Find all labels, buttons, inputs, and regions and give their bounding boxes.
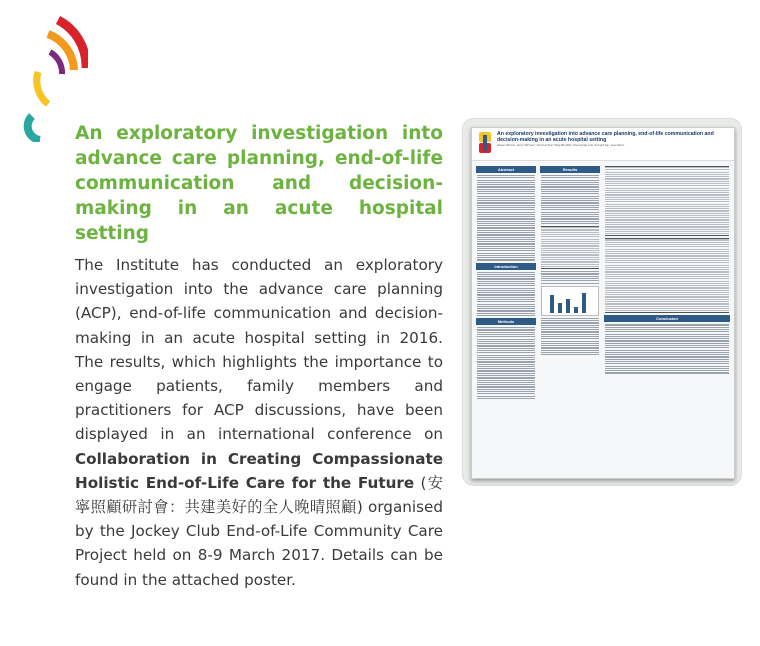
poster-authors: Doreen WH Au¹, Jenny SW Lee²³, Chun Hoi Tse², Wing Mei Wai², Cheung Ngo Loh², Kenneth Ng⁴, Jean Woo¹²	[497, 144, 625, 147]
poster-text-block	[477, 272, 535, 317]
article-body	[75, 253, 443, 592]
poster-section-introduction: Introduction	[476, 263, 536, 270]
article-title: An exploratory investigation into advance care planning, end-of-life communication and decision-making in an acute hospital setting	[75, 123, 443, 244]
poster-thumbnail[interactable]	[471, 127, 735, 479]
poster-column-3	[604, 164, 730, 375]
poster-section-conclusion: Conclusion	[604, 315, 730, 322]
conference-name: Collaboration in Creating Compassionate Holistic End-of-Life Care for the Future	[75, 449, 443, 492]
poster-text-block	[541, 175, 599, 224]
poster-text-block	[477, 327, 535, 399]
poster-text-block	[541, 271, 599, 284]
poster-logo-icon	[478, 131, 492, 155]
poster-title: An exploratory investigation into advance care planning, end-of-life communication and decision-making in an acute hospital setting	[497, 131, 714, 143]
poster-table	[605, 166, 729, 236]
poster-section-methods: Methods	[476, 318, 536, 325]
poster-table	[541, 226, 599, 269]
poster-text-block	[605, 324, 729, 373]
poster-text-block	[541, 318, 599, 356]
poster-section-abstract: Abstract	[476, 166, 536, 173]
poster-figure	[541, 286, 599, 316]
body-text-1: The Institute has conducted an exploratory investigation into the advance care planning (ACP), end-of-life communication and decision-making in an acute hospital setting in 2016. The results, which highlights the importance to engage patients, family members and practitioners for ACP discussions, have been displayed in an international conference on	[75, 256, 443, 444]
poster-table	[605, 238, 729, 313]
poster-column-1	[476, 164, 536, 400]
poster-column-2	[540, 164, 600, 357]
poster-text-block	[477, 175, 535, 261]
poster-section-results: Results	[540, 166, 600, 173]
body-text-2: (安寧照顧研討會：共建美好的全人晚晴照顧) organised by the Jockey Club End-of-Life Community Care Project held on 8-9 March 2017. Details can be found in the attached poster.	[75, 473, 443, 589]
poster-header	[472, 128, 734, 161]
